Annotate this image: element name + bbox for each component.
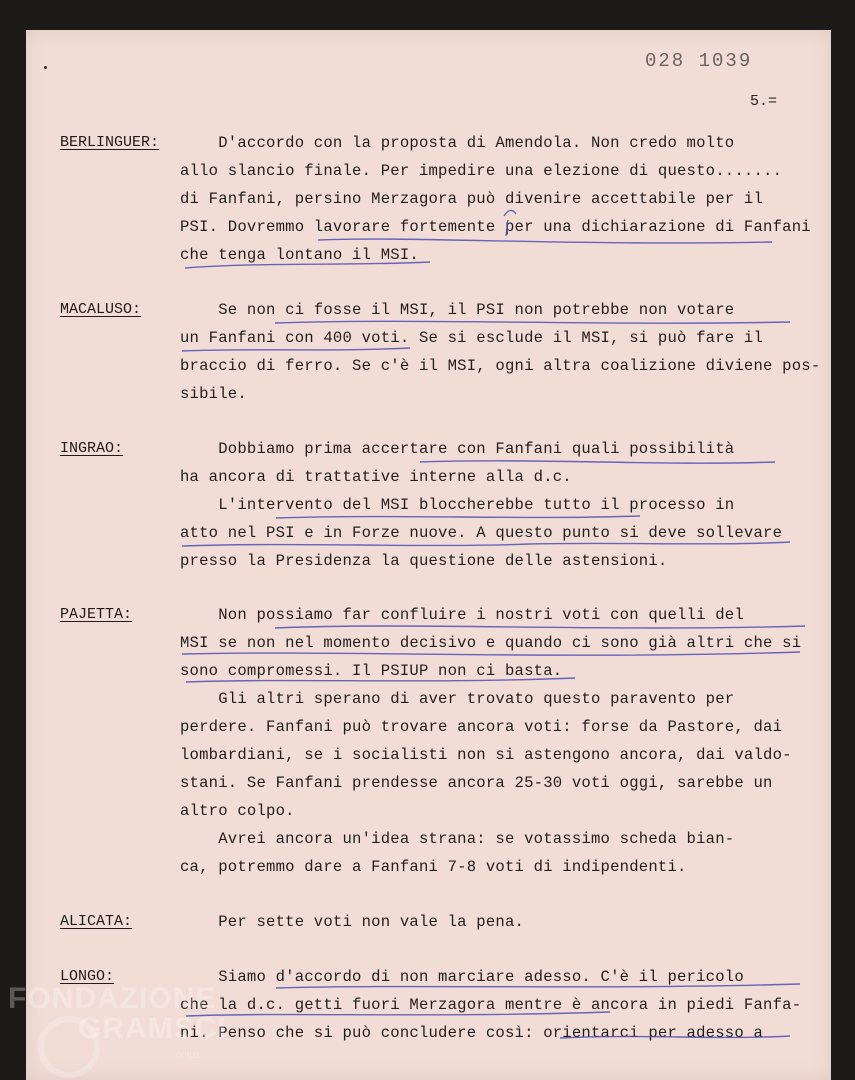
text-line: un Fanfani con 400 voti. Se si esclude il MSI, si può fare il: [180, 329, 764, 347]
text-line: che tenga lontano il MSI.: [180, 246, 419, 264]
text-line: PSI. Dovremmo lavorare fortemente per una dichiarazione di Fanfani: [180, 218, 811, 236]
text-line: Avrei ancora un'idea strana: se votassimo scheda bian-: [180, 830, 735, 848]
page-number: 5.=: [750, 93, 778, 110]
text-line: atto nel PSI e in Forze nuove. A questo punto si deve sollevare: [180, 524, 783, 542]
watermark-text: onlus: [176, 1050, 200, 1061]
text-line: di Fanfani, persino Merzagora può divenire accettabile per il: [180, 190, 764, 208]
text-line: stani. Se Fanfani prendesse ancora 25-30 voti oggi, sarebbe un: [180, 774, 773, 792]
text-line: Siamo d'accordo di non marciare adesso. C'è il pericolo: [180, 968, 744, 986]
text-line: Non possiamo far confluire i nostri voti con quelli del: [180, 606, 744, 624]
speaker-name: PAJETTA:: [60, 606, 133, 623]
text-line: allo slancio finale. Per impedire una elezione di questo.......: [180, 162, 783, 180]
document-number: 028 1039: [645, 50, 753, 72]
text-line: altro colpo.: [180, 802, 295, 820]
text-line: Gli altri sperano di aver trovato questo paravento per: [180, 690, 735, 708]
watermark-text: FONDAZIONE: [8, 982, 217, 1015]
punch-mark: [44, 66, 47, 69]
text-line: ha ancora di trattative interne alla d.c.: [180, 468, 572, 486]
text-line: L'intervento del MSI bloccherebbe tutto il processo in: [180, 496, 735, 514]
text-line: ni. Penso che si può concludere così: orientarci per adesso a: [180, 1024, 764, 1042]
speaker-name: INGRAO:: [60, 440, 124, 457]
text-line: braccio di ferro. Se c'è il MSI, ogni altra coalizione diviene pos-: [180, 357, 821, 375]
text-line: MSI se non nel momento decisivo e quando ci sono già altri che si: [180, 634, 802, 652]
speaker-name: ALICATA:: [60, 913, 133, 930]
text-line: perdere. Fanfani può trovare ancora voti: forse da Pastore, dai: [180, 718, 783, 736]
text-line: sibile.: [180, 385, 247, 403]
text-line: sono compromessi. Il PSIUP non ci basta.: [180, 662, 563, 680]
text-line: che la d.c. getti fuori Merzagora mentre è ancora in piedi Fanfa-: [180, 996, 802, 1014]
text-line: Dobbiamo prima accertare con Fanfani quali possibilità: [180, 440, 735, 458]
text-line: ca, potremmo dare a Fanfani 7-8 voti di indipendenti.: [180, 858, 687, 876]
speaker-name: MACALUSO:: [60, 301, 142, 318]
speaker-name: BERLINGUER:: [60, 134, 160, 151]
text-line: D'accordo con la proposta di Amendola. Non credo molto: [180, 134, 735, 152]
watermark-text: GRAMSCI: [78, 1012, 227, 1045]
text-line: Se non ci fosse il MSI, il PSI non potrebbe non votare: [180, 301, 735, 319]
text-line: presso la Presidenza la questione delle astensioni.: [180, 552, 668, 570]
speaker-name: LONGO:: [60, 968, 115, 985]
text-line: Per sette voti non vale la pena.: [180, 913, 525, 931]
text-line: lombardiani, se i socialisti non si astengono ancora, dai valdo-: [180, 746, 792, 764]
